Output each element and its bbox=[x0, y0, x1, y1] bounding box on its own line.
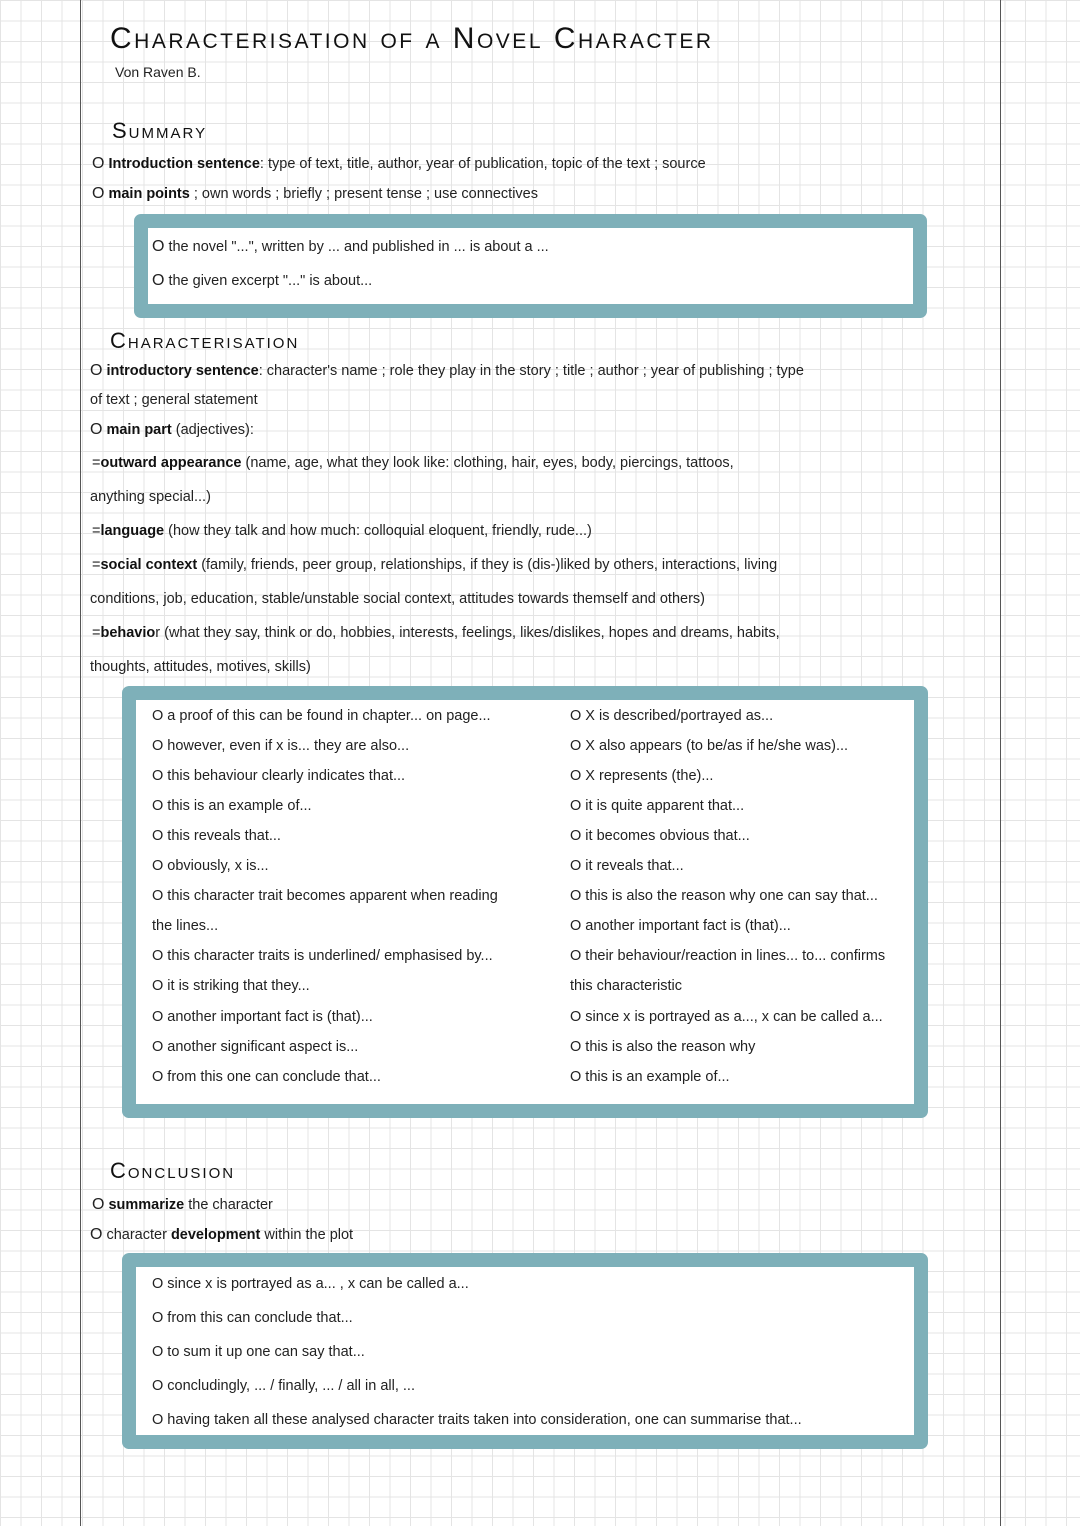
phrase-left: O this character traits is underlined/ emphasised by... bbox=[152, 948, 493, 964]
bullet-icon: O bbox=[152, 272, 165, 289]
phrase-item: O having taken all these analysed character traits taken into consideration, one can summarise that... bbox=[152, 1412, 802, 1428]
phrase-item bbox=[152, 272, 372, 290]
phrase-left: O another significant aspect is... bbox=[152, 1039, 359, 1055]
intro-text: : character's name ; role they play in the story ; title ; author ; year of publishing ; type bbox=[258, 363, 804, 379]
aspect-continuation: conditions, job, education, stable/unstable social context, attitudes towards themself and others) bbox=[90, 591, 705, 607]
aspect-text: (how they talk and how much: colloquial eloquent, friendly, rude...) bbox=[164, 523, 592, 539]
conclusion-text: character bbox=[106, 1227, 171, 1243]
conclusion-bold: summarize bbox=[108, 1197, 185, 1213]
phrase-right: this characteristic bbox=[570, 978, 683, 994]
summary-point-bold: main points bbox=[108, 186, 190, 202]
phrase-right: O this is also the reason why one can say that... bbox=[570, 888, 878, 904]
phrase-right: O it becomes obvious that... bbox=[570, 828, 750, 844]
characterisation-phrases-box bbox=[122, 686, 928, 1118]
main-part-bold: main part bbox=[106, 422, 172, 438]
phrase-left: O it is striking that they... bbox=[152, 978, 310, 994]
phrase-right: O X represents (the)... bbox=[570, 768, 714, 784]
phrase-right: O this is also the reason why bbox=[570, 1039, 756, 1055]
phrase-right: O since x is portrayed as a..., x can be called a... bbox=[570, 1009, 883, 1025]
summary-point-bold: Introduction sentence bbox=[108, 156, 260, 172]
conclusion-bold: development bbox=[170, 1227, 261, 1243]
aspect-social-context bbox=[92, 557, 777, 573]
summary-heading: Summary bbox=[112, 118, 208, 143]
phrase-right: O their behaviour/reaction in lines... to... confirms bbox=[570, 948, 886, 964]
phrase-right: O it is quite apparent that... bbox=[570, 798, 745, 814]
summary-point-text: : type of text, title, author, year of publication, topic of the text ; source bbox=[259, 156, 706, 172]
bullet-icon: O bbox=[90, 362, 103, 379]
phrase-item: O since x is portrayed as a... , x can be called a... bbox=[152, 1276, 469, 1292]
aspect-continuation: anything special...) bbox=[90, 489, 211, 505]
aspect-outward-appearance bbox=[92, 455, 734, 471]
aspect-text: (family, friends, peer group, relationships, if they is (dis-)liked by others, interactions, living bbox=[197, 557, 778, 573]
phrase-left: the lines... bbox=[152, 918, 219, 934]
phrase-right: O X is described/portrayed as... bbox=[570, 708, 774, 724]
summary-phrases-box bbox=[134, 214, 927, 318]
conclusion-text: within the plot bbox=[260, 1227, 354, 1243]
conclusion-text: the character bbox=[184, 1197, 273, 1213]
right-margin-line bbox=[1000, 0, 1001, 1526]
aspect-bold: behavio bbox=[100, 625, 156, 641]
phrase-right: O X also appears (to be/as if he/she was)... bbox=[570, 738, 849, 754]
bullet-icon: O bbox=[92, 155, 105, 172]
phrase-text: the given excerpt "..." is about... bbox=[168, 273, 373, 289]
aspect-bold: social context bbox=[100, 557, 198, 573]
main-part-text: (adjectives): bbox=[171, 422, 254, 438]
aspect-language bbox=[92, 523, 592, 539]
intro-bold: introductory sentence bbox=[106, 363, 259, 379]
conclusion-heading: Conclusion bbox=[110, 1158, 236, 1183]
summary-point bbox=[92, 155, 706, 173]
aspect-behaviour bbox=[92, 625, 780, 641]
phrase-text: the novel "...", written by ... and published in ... is about a ... bbox=[168, 239, 549, 255]
main-part-point bbox=[90, 421, 254, 439]
conclusion-point bbox=[90, 1226, 353, 1244]
aspect-continuation: thoughts, attitudes, motives, skills) bbox=[90, 659, 311, 675]
intro-point bbox=[90, 362, 804, 380]
phrase-left: O this character trait becomes apparent when reading bbox=[152, 888, 498, 904]
phrase-right: O another important fact is (that)... bbox=[570, 918, 791, 934]
phrase-left: O a proof of this can be found in chapter... on page... bbox=[152, 708, 491, 724]
characterisation-heading: Characterisation bbox=[110, 328, 300, 353]
bullet-icon: O bbox=[92, 185, 105, 202]
conclusion-phrases-box bbox=[122, 1253, 928, 1449]
phrase-left: O this reveals that... bbox=[152, 828, 281, 844]
aspect-bold: outward appearance bbox=[100, 455, 242, 471]
aspect-text: (name, age, what they look like: clothing, hair, eyes, body, piercings, tattoos, bbox=[241, 455, 734, 471]
summary-point bbox=[92, 185, 538, 203]
phrase-right: O this is an example of... bbox=[570, 1069, 730, 1085]
author-line: Von Raven B. bbox=[115, 64, 201, 80]
phrase-item: O concludingly, ... / finally, ... / all in all, ... bbox=[152, 1378, 415, 1394]
aspect-prefix: = bbox=[92, 625, 101, 641]
phrase-right: O it reveals that... bbox=[570, 858, 684, 874]
phrase-item: O to sum it up one can say that... bbox=[152, 1344, 365, 1360]
bullet-icon: O bbox=[152, 238, 165, 255]
phrase-left: O however, even if x is... they are also... bbox=[152, 738, 410, 754]
page-title: Characterisation of a Novel Character bbox=[110, 22, 714, 55]
phrase-left: O obviously, x is... bbox=[152, 858, 269, 874]
bullet-icon: O bbox=[92, 1196, 105, 1213]
bullet-icon: O bbox=[90, 1226, 103, 1243]
summary-point-text: ; own words ; briefly ; present tense ; use connectives bbox=[189, 186, 538, 202]
aspect-text: r (what they say, think or do, hobbies, interests, feelings, likes/dislikes, hopes and dreams, habits, bbox=[155, 625, 780, 641]
phrase-left: O from this one can conclude that... bbox=[152, 1069, 381, 1085]
left-margin-line bbox=[80, 0, 81, 1526]
phrase-item: O from this can conclude that... bbox=[152, 1310, 353, 1326]
aspect-prefix: = bbox=[92, 455, 101, 471]
phrase-left: O another important fact is (that)... bbox=[152, 1009, 373, 1025]
phrase-left: O this is an example of... bbox=[152, 798, 312, 814]
bullet-icon: O bbox=[90, 421, 103, 438]
phrase-item bbox=[152, 238, 549, 256]
phrase-left: O this behaviour clearly indicates that... bbox=[152, 768, 406, 784]
aspect-prefix: = bbox=[92, 523, 101, 539]
intro-continuation: of text ; general statement bbox=[90, 392, 258, 408]
aspect-bold: language bbox=[100, 523, 165, 539]
conclusion-point bbox=[92, 1196, 273, 1214]
aspect-prefix: = bbox=[92, 557, 101, 573]
